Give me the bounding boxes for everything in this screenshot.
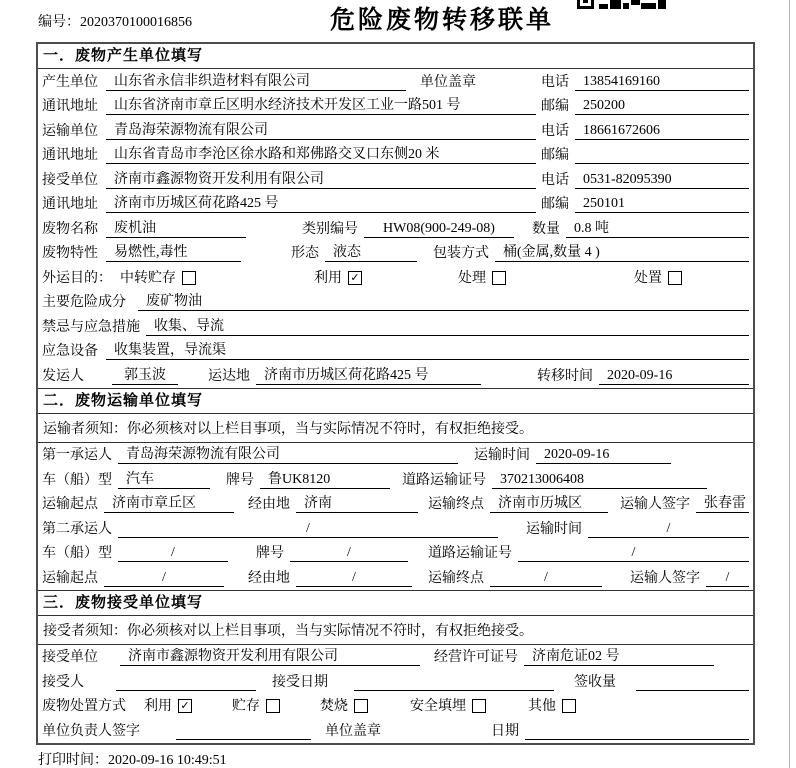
vehicle-type-label: 车（船）型 bbox=[42, 472, 112, 488]
disposal-incinerate-checkbox bbox=[354, 699, 368, 713]
waste-name-label: 废物名称 bbox=[42, 221, 98, 237]
receiver-address-field: 济南市历城区荷花路425 号 bbox=[106, 195, 536, 213]
section-receiver bbox=[38, 590, 753, 743]
disposal-use-label: 利用 bbox=[144, 699, 172, 714]
form-label: 形态 bbox=[291, 246, 319, 261]
print-time-label: 打印时间： bbox=[38, 753, 108, 768]
category-label: 类别编号 bbox=[302, 221, 358, 237]
transporter-name-field: 青岛海荣源物流有限公司 bbox=[106, 122, 536, 140]
purpose-use-checkbox: ✓ bbox=[348, 271, 362, 285]
section-transporter bbox=[38, 388, 753, 590]
destination-field: 济南市历城区荷花路425 号 bbox=[256, 367, 481, 385]
acceptor-field bbox=[116, 673, 256, 691]
receiver-zip-group bbox=[541, 193, 749, 213]
qr-code-icon bbox=[577, 0, 667, 9]
serial-number-line bbox=[38, 11, 192, 31]
plate-label: 牌号 bbox=[256, 546, 284, 561]
purpose-label: 外运目的： bbox=[42, 270, 112, 286]
zip-label: 邮编 bbox=[541, 148, 569, 163]
transporter-address-row bbox=[38, 143, 753, 168]
receiving-unit-row bbox=[38, 645, 753, 670]
quantity-field: 0.8 吨 bbox=[566, 220, 749, 238]
carrier2-field: / bbox=[118, 520, 498, 538]
phone-label: 电话 bbox=[541, 172, 569, 188]
disposal-storage-checkbox bbox=[266, 699, 280, 713]
carrier1-label: 第一承运人 bbox=[42, 448, 112, 463]
receiver-address-row bbox=[38, 192, 753, 217]
origin-label: 运输起点 bbox=[42, 570, 98, 586]
vehicle1-type-field: 汽车 bbox=[118, 471, 210, 489]
vehicle-type-label: 车（船）型 bbox=[42, 546, 112, 561]
disposal-method-row bbox=[38, 694, 753, 719]
accept-date-field bbox=[354, 673, 554, 691]
carrier-sign-label: 运输人签字 bbox=[620, 497, 690, 512]
via1-field: 济南 bbox=[296, 495, 418, 513]
carrier2-label: 第二承运人 bbox=[42, 521, 112, 537]
responsible-sign-row bbox=[38, 718, 753, 743]
origin1-field: 济南市章丘区 bbox=[104, 495, 234, 513]
carrier2-time-field: / bbox=[588, 520, 749, 538]
receiver-phone-group bbox=[541, 169, 749, 189]
road-license-label: 道路运输证号 bbox=[402, 472, 486, 488]
transporter-label: 运输单位 bbox=[42, 123, 98, 139]
operating-license-field: 济南危证02 号 bbox=[524, 648, 714, 666]
address-label: 通讯地址 bbox=[42, 148, 98, 163]
hazard-field: 废矿物油 bbox=[138, 293, 749, 311]
section-producer bbox=[38, 44, 753, 388]
disposal-storage-label: 贮存 bbox=[232, 699, 260, 714]
transporter-notice: 运输者须知：你必须核对以上栏目事项，当与实际情况不符时，有权拒绝接受。 bbox=[38, 414, 753, 443]
transport-time-label: 运输时间 bbox=[526, 521, 582, 537]
address-label: 通讯地址 bbox=[42, 99, 98, 114]
producer-zip-group bbox=[541, 95, 749, 115]
carrier1-row bbox=[38, 443, 753, 468]
transporter-phone-group bbox=[541, 120, 749, 140]
purpose-treat-label: 处理 bbox=[458, 270, 486, 286]
category-field: HW08(900-249-08) bbox=[364, 220, 514, 238]
transport-time-label: 运输时间 bbox=[474, 448, 530, 463]
disposal-incinerate-label: 焚烧 bbox=[320, 699, 348, 714]
unit-seal-label: 单位盖章 bbox=[420, 74, 476, 90]
operating-license-label: 经营许可证号 bbox=[434, 650, 518, 665]
purpose-treat-checkbox bbox=[492, 271, 506, 285]
taboo-label: 禁忌与应急措施 bbox=[42, 319, 140, 335]
receiving-unit-field: 济南市鑫源物资开发利用有限公司 bbox=[120, 648, 420, 666]
terminus1-field: 济南市历城区 bbox=[490, 495, 608, 513]
plate1-field: 鲁UK8120 bbox=[260, 471, 390, 489]
waste-name-field: 废机油 bbox=[106, 220, 246, 238]
hazard-label: 主要危险成分 bbox=[42, 295, 126, 310]
accept-date-label: 接受日期 bbox=[272, 674, 328, 690]
form-field: 液态 bbox=[325, 244, 417, 262]
road-license1-field: 370213006408 bbox=[492, 471, 707, 489]
section-receiver-header: 三．废物接受单位填写 bbox=[38, 591, 753, 616]
route2-row bbox=[38, 565, 753, 590]
transporter-row bbox=[38, 118, 753, 143]
transporter-zip-group bbox=[541, 144, 749, 164]
transporter-phone-field: 18661672606 bbox=[575, 122, 749, 140]
route1-row bbox=[38, 492, 753, 517]
purpose-transfer-storage-label: 中转贮存 bbox=[120, 270, 176, 286]
producer-label: 产生单位 bbox=[42, 74, 98, 90]
producer-name-field: 山东省永信非织造材料有限公司 bbox=[106, 73, 406, 91]
taboo-row bbox=[38, 314, 753, 339]
packing-field: 桶(金属,数量 4 ) bbox=[495, 244, 749, 262]
purpose-dispose-label: 处置 bbox=[634, 270, 662, 286]
purpose-row bbox=[38, 265, 753, 290]
trait-field: 易燃性,毒性 bbox=[106, 244, 241, 262]
equipment-label: 应急设备 bbox=[42, 344, 98, 359]
plate-label: 牌号 bbox=[226, 472, 254, 488]
receiver-notice: 接受者须知：你必须核对以上栏目事项，当与实际情况不符时，有权拒绝接受。 bbox=[38, 616, 753, 645]
receiving-unit-label: 接受单位 bbox=[42, 650, 98, 665]
purpose-dispose-checkbox bbox=[668, 271, 682, 285]
responsible-sign-field bbox=[176, 722, 311, 740]
terminus2-field: / bbox=[490, 569, 602, 587]
plate2-field: / bbox=[290, 544, 408, 562]
hazard-row bbox=[38, 290, 753, 315]
disposal-landfill-checkbox bbox=[472, 699, 486, 713]
receiver-row bbox=[38, 167, 753, 192]
quantity-label: 数量 bbox=[532, 221, 560, 237]
section-producer-header: 一．废物产生单位填写 bbox=[38, 44, 753, 69]
print-time-value: 2020-09-16 10:49:51 bbox=[108, 753, 227, 768]
equipment-row bbox=[38, 339, 753, 364]
purpose-transfer-storage-checkbox bbox=[182, 271, 196, 285]
transfer-time-field: 2020-09-16 bbox=[599, 367, 749, 385]
disposal-use-checkbox: ✓ bbox=[178, 699, 192, 713]
phone-label: 电话 bbox=[541, 74, 569, 90]
origin-label: 运输起点 bbox=[42, 497, 98, 512]
purpose-use-label: 利用 bbox=[314, 270, 342, 286]
origin2-field: / bbox=[104, 569, 224, 587]
producer-row bbox=[38, 69, 753, 94]
manifest-form bbox=[36, 42, 755, 745]
producer-address-field: 山东省济南市章丘区明水经济技术开发区工业一路501 号 bbox=[106, 97, 536, 115]
receiver-name-field: 济南市鑫源物资开发利用有限公司 bbox=[106, 171, 536, 189]
terminus-label: 运输终点 bbox=[428, 497, 484, 512]
vehicle2-type-field: / bbox=[118, 544, 228, 562]
disposal-landfill-label: 安全填埋 bbox=[410, 699, 466, 714]
destination-label: 运达地 bbox=[208, 368, 250, 384]
date-label: 日期 bbox=[491, 723, 519, 739]
unit-seal-label: 单位盖章 bbox=[325, 723, 381, 739]
taboo-field: 收集、导流 bbox=[146, 318, 749, 336]
disposal-other-checkbox bbox=[562, 699, 576, 713]
serial-value: 2020370100016856 bbox=[80, 15, 192, 30]
packing-label: 包装方式 bbox=[433, 246, 489, 261]
via-label: 经由地 bbox=[248, 570, 290, 586]
via-label: 经由地 bbox=[248, 497, 290, 512]
date-field bbox=[525, 722, 749, 740]
transfer-time-label: 转移时间 bbox=[537, 368, 593, 384]
consignor-label: 发运人 bbox=[42, 368, 84, 384]
producer-address-row bbox=[38, 94, 753, 119]
carrier1-field: 青岛海荣源物流有限公司 bbox=[118, 446, 458, 464]
waste-name-row bbox=[38, 216, 753, 241]
zip-label: 邮编 bbox=[541, 197, 569, 212]
carrier2-sign-field: / bbox=[706, 569, 749, 587]
vehicle1-row bbox=[38, 467, 753, 492]
waste-trait-row bbox=[38, 241, 753, 266]
print-time-line bbox=[38, 749, 227, 768]
section-transporter-header: 二．废物运输单位填写 bbox=[38, 389, 753, 414]
consignor-field: 郭玉波 bbox=[112, 367, 178, 385]
vehicle2-row bbox=[38, 541, 753, 566]
zip-label: 邮编 bbox=[541, 99, 569, 114]
responsible-sign-label: 单位负责人签字 bbox=[42, 723, 140, 739]
received-amount-label: 签收量 bbox=[574, 674, 616, 690]
producer-phone-field: 13854169160 bbox=[575, 73, 749, 91]
road-license2-field: / bbox=[518, 544, 749, 562]
consignor-row bbox=[38, 363, 753, 388]
receiver-phone-field: 0531-82095390 bbox=[575, 171, 749, 189]
via2-field: / bbox=[296, 569, 412, 587]
producer-phone-group bbox=[541, 71, 749, 91]
page-edge-divider bbox=[789, 0, 790, 768]
carrier2-row bbox=[38, 516, 753, 541]
terminus-label: 运输终点 bbox=[428, 570, 484, 586]
carrier1-sign-field: 张春雷 bbox=[696, 495, 749, 513]
carrier1-time-field: 2020-09-16 bbox=[536, 446, 671, 464]
disposal-method-label: 废物处置方式 bbox=[42, 699, 126, 714]
equipment-field: 收集装置，导流渠 bbox=[106, 342, 749, 360]
acceptor-row bbox=[38, 669, 753, 694]
trait-label: 废物特性 bbox=[42, 246, 98, 261]
serial-label: 编号： bbox=[38, 15, 80, 30]
receiver-label: 接受单位 bbox=[42, 172, 98, 188]
receiver-zip-field: 250101 bbox=[575, 195, 749, 213]
carrier-sign-label: 运输人签字 bbox=[630, 570, 700, 586]
page-title: 危险废物转移联单 bbox=[329, 6, 555, 34]
disposal-other-label: 其他 bbox=[528, 699, 556, 714]
producer-zip-field: 250200 bbox=[575, 97, 749, 115]
road-license-label: 道路运输证号 bbox=[428, 546, 512, 561]
transporter-address-field: 山东省青岛市李沧区徐水路和郑佛路交叉口东侧20 米 bbox=[106, 146, 536, 164]
transporter-zip-field bbox=[575, 146, 749, 164]
phone-label: 电话 bbox=[541, 123, 569, 139]
received-amount-field bbox=[636, 673, 749, 691]
acceptor-label: 接受人 bbox=[42, 674, 84, 690]
address-label: 通讯地址 bbox=[42, 197, 98, 212]
